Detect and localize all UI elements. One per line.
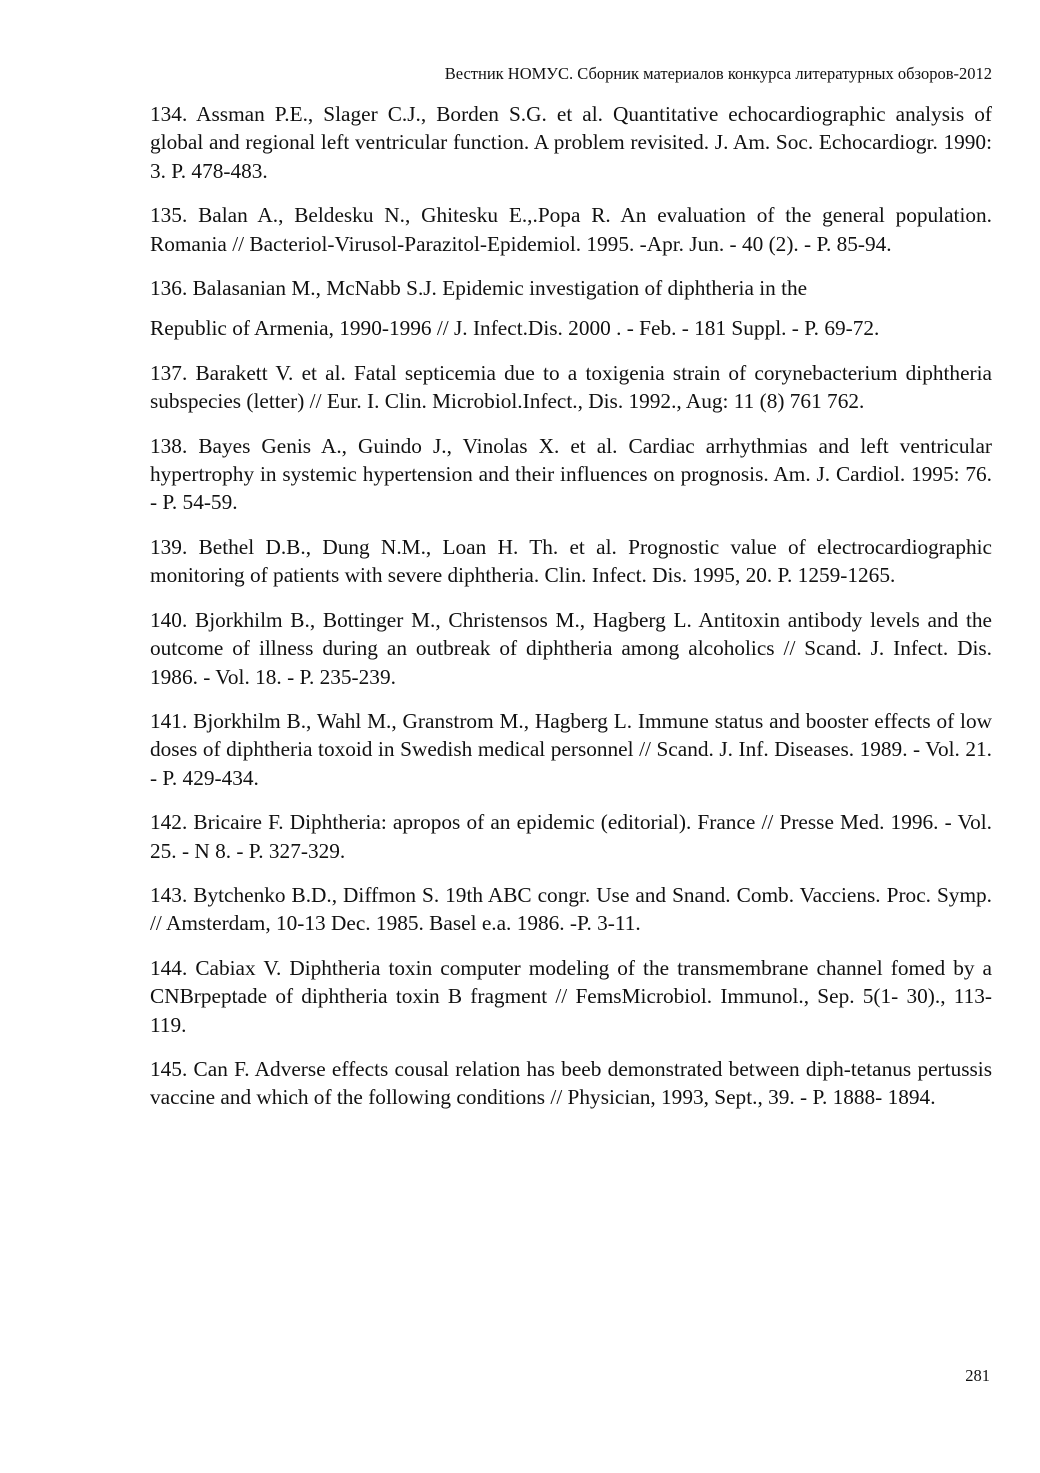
reference-item: 137. Barakett V. et al. Fatal septicemia due to a toxigenia strain of corynebacterium diphtheria subspecies (letter) // Eur. I. Clin. Microbiol.Infect., Dis. 1992., Aug: 11 (8) 761 762.	[150, 360, 992, 414]
reference-item: 145. Can F. Adverse effects cousal relation has beeb demonstrated between diph-tetanus pertussis vaccine and which of the following conditions // Physician, 1993, Sept., 39. - P. 1888- 1894.	[150, 1056, 992, 1110]
page-number: 281	[965, 1366, 990, 1385]
reference-item: 143. Bytchenko B.D., Diffmon S. 19th ABC congr. Use and Snand. Comb. Vacciens. Proc. Symp. // Amsterdam, 10-13 Dec. 1985. Basel e.a. 1986. -P. 3-11.	[150, 882, 992, 936]
reference-item: 138. Bayes Genis A., Guindo J., Vinolas X. et al. Cardiac arrhythmias and left ventricular hypertrophy in systemic hypertension and their influences on prognosis. Am. J. Cardiol. 1995: 76. - P. 54-59.	[150, 433, 992, 515]
reference-list	[150, 100, 992, 1128]
reference-item: 142. Bricaire F. Diphtheria: apropos of an epidemic (editorial). France // Presse Med. 1996. - Vol. 25. - N 8. - P. 327-329.	[150, 810, 992, 863]
reference-item: 141. Bjorkhilm B., Wahl M., Granstrom M., Hagberg L. Immune status and booster effects of low doses of diphtheria toxoid in Swedish medical personnel // Scand. J. Inf. Diseases. 1989. - Vol. 21. - P. 429-434.	[150, 708, 992, 790]
running-header: Вестник НОМУС. Сборник материалов конкурса литературных обзоров-2012	[444, 64, 992, 83]
reference-item: 144. Cabiax V. Diphtheria toxin computer modeling of the transmembrane channel fomed by a CNBrpeptade of diphtheria toxin B fragment // FemsMicrobiol. Immunol., Sep. 5(1- 30)., 113-119.	[150, 955, 992, 1037]
reference-item: 139. Bethel D.B., Dung N.M., Loan H. Th. et al. Prognostic value of electrocardiographic monitoring of patients with severe diphtheria. Clin. Infect. Dis. 1995, 20. P. 1259-1265.	[150, 534, 992, 588]
reference-item-continuation: Republic of Armenia, 1990-1996 // J. Infect.Dis. 2000 . - Feb. - 181 Suppl. - P. 69-72.	[150, 316, 880, 341]
reference-item: 140. Bjorkhilm B., Bottinger M., Christensos M., Hagberg L. Antitoxin antibody levels and the outcome of illness during an outbreak of diphtheria among alcoholics // Scand. J. Infect. Dis. 1986. - Vol. 18. - P. 235-239.	[150, 607, 992, 689]
reference-item: 134. Assman P.E., Slager C.J., Borden S.G. et al. Quantitative echocardiographic analysis of global and regional left ventricular function. A problem revisited. J. Am. Soc. Echocardiogr. 1990: 3. P. 478-483.	[150, 102, 992, 183]
reference-item: 135. Balan A., Beldesku N., Ghitesku E.,.Popa R. An evaluation of the general population. Romania // Bacteriol-Virusol-Parazitol-Epidemiol. 1995. -Apr. Jun. - 40 (2). - P. 85-94.	[150, 203, 992, 256]
reference-item: 136. Balasanian M., McNabb S.J. Epidemic investigation of diphtheria in the	[150, 276, 808, 301]
